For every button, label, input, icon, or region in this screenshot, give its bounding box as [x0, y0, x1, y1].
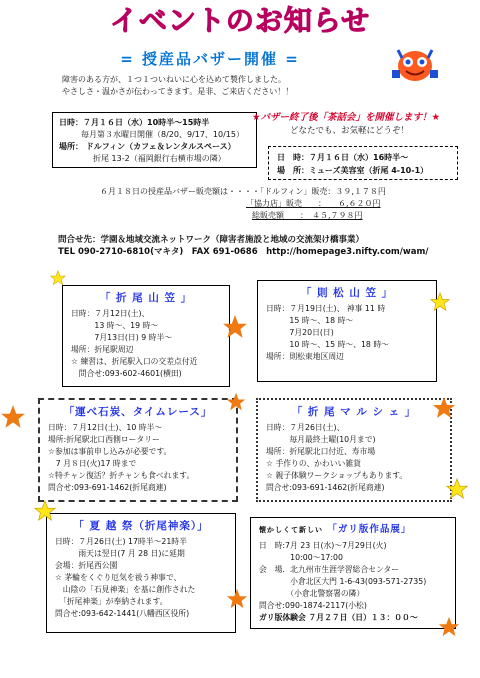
event-line: 7 月８日(火)17 時まで [48, 459, 137, 468]
page-subtitle: = 授産品バザー開催 = [120, 50, 300, 68]
tea-date: 日 時：７月１６日（水）16時半～ [277, 153, 409, 162]
event-pretitle: 懐かしくて新しい [259, 526, 323, 534]
star-icon [222, 314, 248, 340]
contact-line-2: TEL 090-2710-6810(マキタ) FAX 691-0686 http://homepage3.nifty.com/wam/ [58, 247, 429, 257]
event-line: 10 時～、15 時～、18 時～ [266, 340, 389, 349]
star-icon [430, 292, 450, 312]
event-line: 問合せ:093-602-4601(横田) [71, 369, 182, 378]
event-footer: ガリ版体験会 ７月２７日（日）１３：００～ [259, 613, 418, 622]
event-gariban-exhibition [250, 517, 456, 629]
event-line: 場所：折尾駅周辺 [71, 345, 134, 354]
page-title: イベントのお知らせ [109, 4, 371, 37]
bazaar-monthly: 毎月第３水曜日開催（8/20、9/17、10/15） [81, 130, 244, 139]
event-line: 「折尾神楽」が奉納されます。 [55, 597, 168, 606]
event-line: 日 時:7月 23 日(水)～7月29日(火) [259, 541, 387, 550]
event-line: 日時：７月12日(土)、10 時半～ [48, 423, 163, 432]
event-line: 問合せ:093-642-1441(八幡西区役所) [55, 609, 190, 618]
event-line: 雨天は翌日(7 月 28 日)に延期 [55, 549, 185, 558]
event-line: 問合せ:093-691-1462(折尾商連) [48, 483, 167, 492]
star-icon [432, 396, 456, 420]
star-icon [50, 270, 66, 286]
event-line: 場所：則松東地区周辺 [266, 352, 344, 361]
star-icon [34, 500, 56, 522]
event-title: 「 折 尾 マ ル シ ェ 」 [291, 406, 417, 418]
event-line: 7月13日(日) 9 時半～ [71, 333, 173, 342]
mascot-illustration [388, 40, 442, 84]
star-icon [226, 392, 246, 412]
event-norimatsu-yamakasa [257, 280, 437, 382]
star-icon [0, 404, 26, 430]
event-line: 10:00～17:00 [259, 553, 343, 562]
event-title: 「 則 松 山 笠 」 [300, 287, 394, 299]
intro-text [62, 74, 382, 98]
sales-line-1: ６月１８日の授産品バザー販売額は・・・・「ドルフィン」販売：３９,１７８円 [100, 187, 386, 196]
tea-place: 場 所：ミューズ美容室（折尾 4-10-1） [277, 166, 429, 175]
event-line: 15 時～、18 時～ [266, 316, 354, 325]
event-nagoshi-festival [46, 513, 236, 633]
star-icon [438, 616, 460, 638]
event-line: 日時：７月26日(土) 17時半～21時半 [55, 537, 187, 546]
event-title: 「 夏 越 祭（折尾神楽）」 [73, 520, 209, 532]
event-line: ☆ 手作りの、かわいい雑貨 [266, 459, 361, 468]
event-line: 日時：７月19日(土)、 神事 11 時 [266, 304, 386, 313]
sales-line-3: 総販売額 ： ４５,７９８円 [252, 211, 363, 220]
event-line: 日時：７月26日(土)、 [266, 423, 345, 432]
tea-party-box [268, 146, 458, 180]
event-line: （小倉北警察署の隣） [259, 589, 365, 598]
event-line: ☆特チャン復活？折チャンも食べれます。 [48, 471, 195, 480]
event-line: 小倉北区大門 1-6-43(093-571-2735) [259, 577, 427, 586]
contact-line-1: 問合せ先：学園＆地域交流ネットワーク（障害者施設と地域の交流架け橋事業） [58, 235, 365, 245]
star-icon [446, 478, 468, 500]
tea-party-subtitle: どなたでも、お気軽にどうぞ！ [290, 126, 410, 136]
event-line: 問合せ:093-691-1462(折尾商連) [266, 483, 385, 492]
event-line: ☆ 練習は、折尾駅入口の交差点付近 [71, 357, 198, 366]
contact-info [58, 234, 468, 258]
event-line: ☆参加は事前申し込みが必要です。 [48, 447, 172, 456]
star-icon [226, 588, 248, 610]
event-title: 「運べ石炭、タイムレース」 [63, 406, 213, 418]
event-coal-time-race [38, 398, 238, 502]
event-orio-marche [256, 398, 452, 502]
event-title [259, 524, 447, 536]
sales-summary [100, 186, 450, 222]
event-line: ☆ 親子体験ワークショップもあります。 [266, 471, 408, 480]
event-line: 7月20日(日) [266, 328, 334, 337]
bazaar-date: 日時：７月１６日（水）10時半～15時半 [59, 118, 210, 127]
event-line: 日時：７月12日(土)、 [71, 309, 150, 318]
bazaar-address: 折尾 13-2（福岡銀行右横市場の隣） [93, 154, 226, 163]
event-title-text: 「ガリ版作品展」 [327, 524, 412, 535]
event-line: 会 場．北九州市生涯学習総合センター [259, 565, 400, 574]
event-line: 問合せ:090-1874-2117(小松) [259, 601, 367, 610]
event-line: 13 時～、19 時～ [71, 321, 159, 330]
sales-line-2: 「協力店」販売 ： ６,６２０円 [246, 199, 381, 208]
event-line: 会場：折尾西公園 [55, 561, 118, 570]
intro-line-2: やさしさ・温かさが伝わってきます。是非、ご来店ください！！ [62, 87, 294, 96]
event-line: 場所：折尾駅北口付近、寿市場 [266, 447, 376, 456]
bazaar-place: 場所： ドルフィン（カフェ＆レンタルスペース） [59, 142, 236, 151]
event-line: 山陰の「石見神楽」を基に創作された [55, 585, 196, 594]
bazaar-info-box [52, 112, 257, 168]
intro-line-1: 障害のある方が、１つ１ついねいに心を込めて製作しました。 [62, 75, 286, 84]
event-orio-yamakasa [62, 285, 230, 387]
event-title: 「 折 尾 山 笠 」 [99, 292, 193, 304]
event-line: ☆ 茅輪をくぐり厄気を祓う神事で、 [55, 573, 182, 582]
event-line: 毎月最終土曜(10月まで) [266, 435, 376, 444]
tea-party-title: ★バザー終了後「茶話会」を開催します！★ [252, 112, 441, 123]
event-line: 場所:折尾駅北口西側ロータリー [48, 435, 160, 444]
